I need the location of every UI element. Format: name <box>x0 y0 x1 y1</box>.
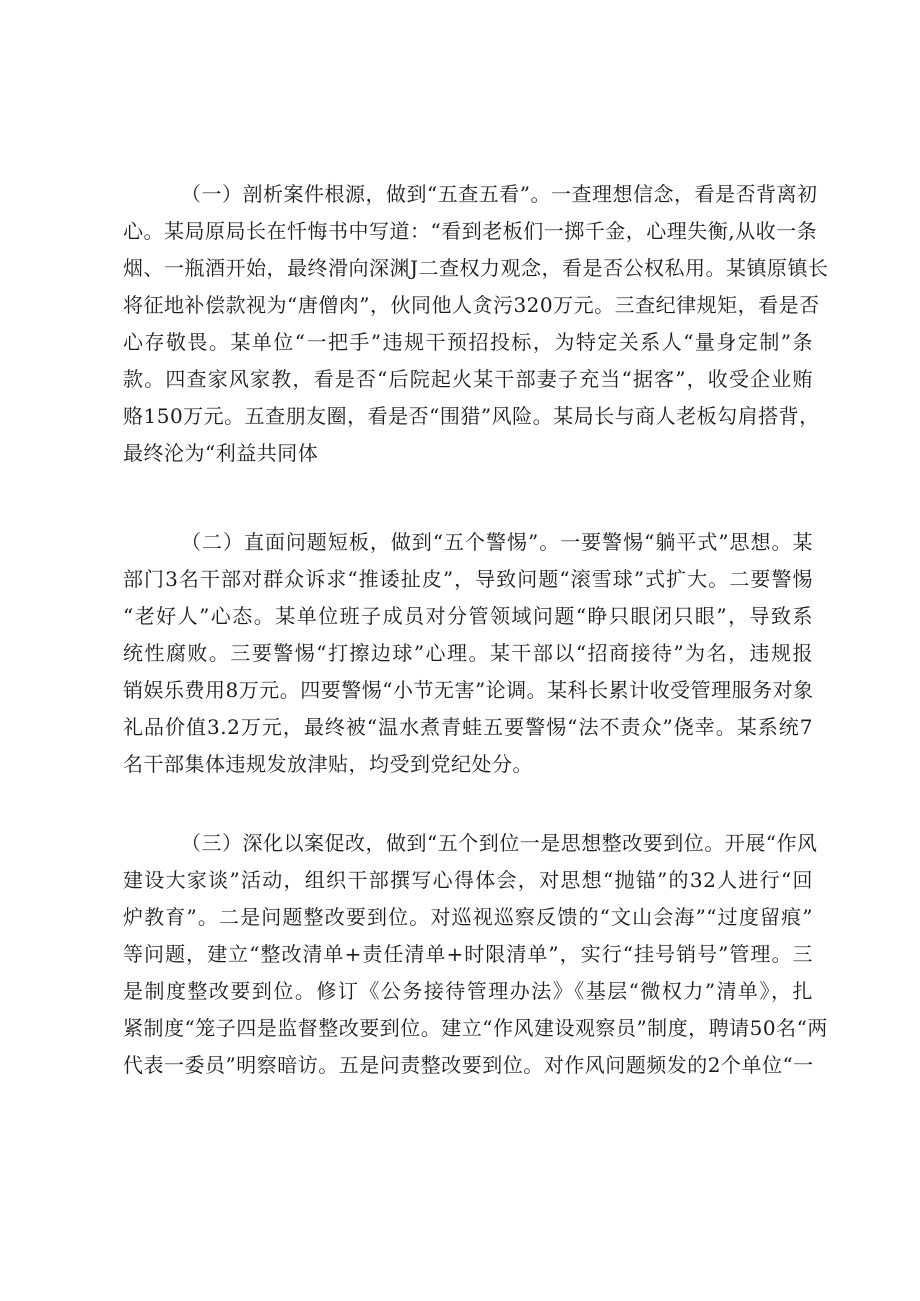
text-line: “老好人”心态。某单位班子成员对分管领域问题“睁只眼闭只眼”，导致系 <box>123 604 813 628</box>
paragraph-2 <box>123 524 813 783</box>
paragraph-1 <box>123 176 829 472</box>
text-line: 名干部集体违规发放津贴，均受到党纪处分。 <box>123 752 533 776</box>
text-line: 紧制度“笼子四是监督整改要到位。建立“作风建设观察员”制度，聘请50名“两 <box>123 1016 828 1040</box>
text-line: 是制度整改要到位。修订《公务接待管理办法》《基层“微权力”清单》，扎 <box>123 979 813 1003</box>
text-line: 建设大家谈”活动，组织干部撰写心得体会，对思想“抛锚”的32人进行“回 <box>123 868 813 892</box>
text-line: 将征地补偿款视为“唐僧肉”，伙同他人贪污320万元。三查纪律规矩，看是否 <box>123 293 820 317</box>
text-line: （三）深化以案促改，做到“五个到位一是思想整改要到位。开展“作风 <box>181 831 818 855</box>
text-line: 心存敬畏。某单位“一把手”违规干预招投标，为特定关系人“量身定制”条 <box>123 330 813 354</box>
text-line: 赂150万元。五查朋友圈，看是否“围猎”风险。某局长与商人老板勾肩搭背， <box>123 404 820 428</box>
text-line: 礼品价值3.2万元，最终被“温水煮青蛙五要警惕“法不责众”侥幸。某系统7 <box>123 715 813 739</box>
text-line: 等问题，建立“整改清单+责任清单+时限清单”，实行“挂号销号”管理。三 <box>123 942 813 966</box>
text-line: （二）直面问题短板，做到“五个警惕”。一要警惕“躺平式”思想。某 <box>181 530 813 554</box>
text-line: 代表一委员”明察暗访。五是问责整改要到位。对作风问题频发的2个单位“一 <box>123 1053 814 1077</box>
paragraph-3 <box>123 825 828 1084</box>
text-line: 部门3名干部对群众诉求“推诿扯皮”，导致问题“滚雪球”式扩大。二要警惕 <box>123 567 813 591</box>
text-line: 心。某局原局长在忏悔书中写道：“看到老板们一掷千金，心理失衡,从收一条 <box>123 219 818 243</box>
text-line: （一）剖析案件根源，做到“五查五看”。一查理想信念，看是否背离初 <box>181 182 818 206</box>
text-line: 销娱乐费用8万元。四要警惕“小节无害”论调。某科长累计收受管理服务对象 <box>123 678 814 702</box>
text-line: 最终沦为“利益共同体 <box>123 441 319 465</box>
text-line: 款。四查家风家教，看是否“后院起火某干部妻子充当“据客”，收受企业贿 <box>123 367 813 391</box>
text-line: 炉教育”。二是问题整改要到位。对巡视巡察反馈的“文山会海”“过度留痕” <box>123 905 813 929</box>
text-line: 统性腐败。三要警惕“打擦边球”心理。某干部以“招商接待”为名，违规报 <box>123 641 813 665</box>
text-line: 烟、一瓶酒开始，最终滑向深渊J二查权力观念，看是否公权私用。某镇原镇长 <box>123 256 829 280</box>
